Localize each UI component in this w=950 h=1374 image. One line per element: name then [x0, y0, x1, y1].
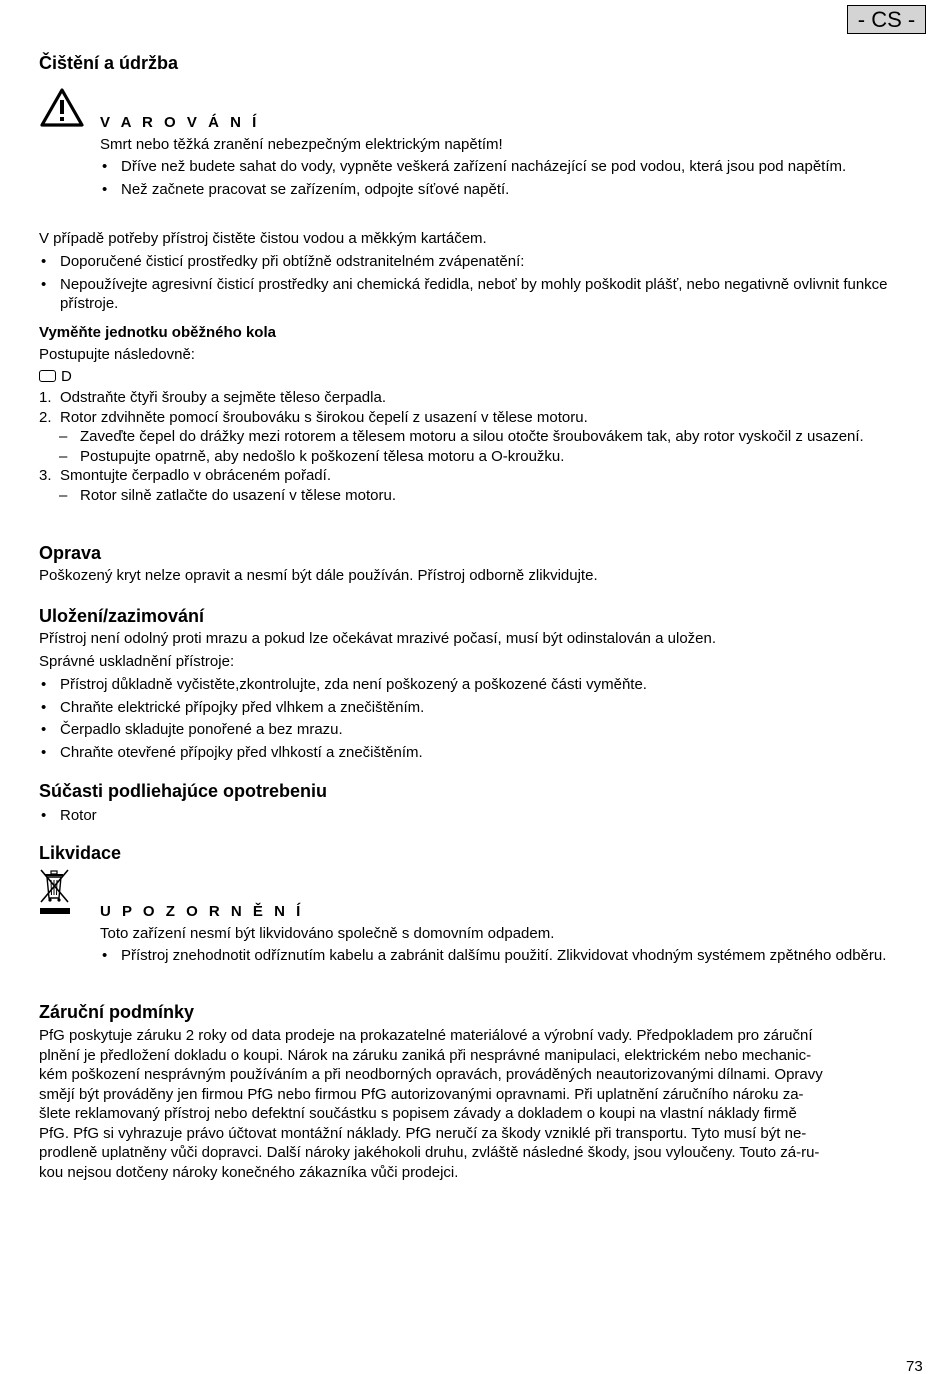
cleaning-title: Čištění a údržba	[39, 53, 179, 73]
cleaning-intro: V případě potřeby přístroj čistěte čistou vodou a měkkým kartáčem.	[39, 230, 487, 247]
disposal-title: Likvidace	[39, 843, 122, 863]
wear-title: Súčasti podliehajúce opotrebeniu	[39, 781, 328, 801]
list-item: • Čerpadlo skladujte ponořené a bez mrazu.	[39, 720, 929, 740]
warning-text: Smrt nebo těžká zranění nebezpečným elektrickým napětím!	[100, 136, 503, 153]
step-1: 1. Odstraňte čtyři šrouby a sejměte těleso čerpadla.	[39, 389, 386, 406]
list-item: • Přístroj znehodnotit odříznutím kabelu a zabránit dalšímu použití. Zlikvidovat vhodným systémem zpětného odběru.	[100, 946, 925, 966]
warranty-line: šlete reklamovaný přístroj nebo defektní součástku s popisem závady a dokladem o koupi na vlastní náklady firmě	[39, 1105, 797, 1122]
warranty-line: kou nejsou dotčeny nároky konečného zákazníka vůči prodejci.	[39, 1163, 459, 1181]
storage-text-1: Přístroj není odolný proti mrazu a pokud lze očekávat mrazivé počasí, musí být odinstalován a uložen.	[39, 630, 717, 647]
step-3: 3. Smontujte čerpadlo v obráceném pořadí.	[39, 467, 331, 484]
warning-list	[100, 157, 900, 199]
storage-text-2: Správné uskladnění přístroje:	[39, 653, 235, 670]
warning-title: V A R O V Á N Í	[100, 114, 260, 131]
warranty-line: plnění je předložení dokladu o koupi. Nárok na záruku zaniká při nesprávné manipulaci, elektrickém nebo mechanic-	[39, 1046, 812, 1064]
repair-title: Oprava	[39, 543, 102, 563]
warranty-line: smějí být prováděny jen firmou PfG nebo firmou PfG autorizovanými opravnami. Při uplatnění záručního nároku za-	[39, 1085, 804, 1103]
step-2: 2. Rotor zdvihněte pomocí šroubováku s širokou čepelí z usazení v tělese motoru.	[39, 408, 588, 426]
cleaning-list	[39, 252, 929, 314]
step-3-sub: – Rotor silně zatlačte do usazení v tělese motoru.	[39, 486, 929, 506]
rotor-proceed: Postupujte následovně:	[39, 346, 195, 363]
step-2-sub: – Postupujte opatrně, aby nedošlo k poškození tělesa motoru a O-kroužku.	[39, 447, 929, 467]
list-item: • Dříve než budete sahat do vody, vypněte veškerá zařízení nacházející se pod vodou, která jsou pod napětím.	[100, 157, 900, 177]
rotor-title: Vyměňte jednotku oběžného kola	[39, 324, 276, 341]
page-number: 73	[906, 1358, 923, 1374]
warranty-line: PfG. PfG si vyhrazuje právo účtovat montážní náklady. PfG neručí za škody vzniklé při transportu. Tyto musí být ne-	[39, 1124, 807, 1142]
figure-key-label: D	[61, 368, 72, 385]
warranty-line: kém poškození nesprávným používáním a při neodborných opravách, prováděných neautorizovanými dílnami. Opravy	[39, 1066, 823, 1083]
warranty-line: prodleně uplatněny vůči dopravci. Další nároky jakéhokoli druhu, zvláště následné škody, jsou vyloučeny. Touto zá-ru-	[39, 1144, 820, 1161]
wear-list	[39, 806, 929, 826]
list-item: • Chraňte otevřené přípojky před vlhkostí a znečištěním.	[39, 743, 929, 763]
figure-key-icon	[39, 370, 56, 382]
rotor-steps	[39, 388, 929, 505]
notice-text: Toto zařízení nesmí být likvidováno společně s domovním odpadem.	[100, 925, 555, 942]
warning-icon	[40, 88, 84, 134]
notice-list	[100, 946, 925, 966]
figure-reference	[39, 367, 72, 387]
warranty-title: Záruční podmínky	[39, 1002, 195, 1022]
list-item: • Chraňte elektrické přípojky před vlhkem a znečištěním.	[39, 698, 929, 718]
list-item: • Doporučené čisticí prostředky při obtížně odstranitelném zvápenatění:	[39, 252, 929, 272]
warranty-text	[39, 1026, 929, 1182]
crossed-bin-icon	[38, 868, 72, 924]
list-item: • Přístroj důkladně vyčistěte,zkontrolujte, zda není poškozený a poškozené části vyměňte.	[39, 675, 929, 695]
storage-list	[39, 675, 929, 762]
list-item: • Rotor	[39, 806, 929, 826]
warranty-line: PfG poskytuje záruku 2 roky od data prodeje na prokazatelné materiálové a výrobní vady. Předpokladem pro záruční	[39, 1027, 813, 1044]
list-item: • Nepoužívejte agresivní čisticí prostředky ani chemická ředidla, neboť by mohly poškodit plášť, nebo negativně ovlivnit funkce přístroje.	[39, 275, 929, 314]
list-item: • Než začnete pracovat se zařízením, odpojte síťové napětí.	[100, 180, 900, 200]
notice-title: U P O Z O R N Ě N Í	[100, 903, 304, 920]
repair-text: Poškozený kryt nelze opravit a nesmí být dále používán. Přístroj odborně zlikvidujte.	[39, 567, 598, 584]
step-2-sub: – Zaveďte čepel do drážky mezi rotorem a tělesem motoru a silou otočte šroubovákem tak, aby rotor vyskočil z usazení.	[39, 427, 929, 447]
language-badge: - CS -	[847, 5, 926, 34]
storage-title: Uložení/zazimování	[39, 606, 205, 626]
